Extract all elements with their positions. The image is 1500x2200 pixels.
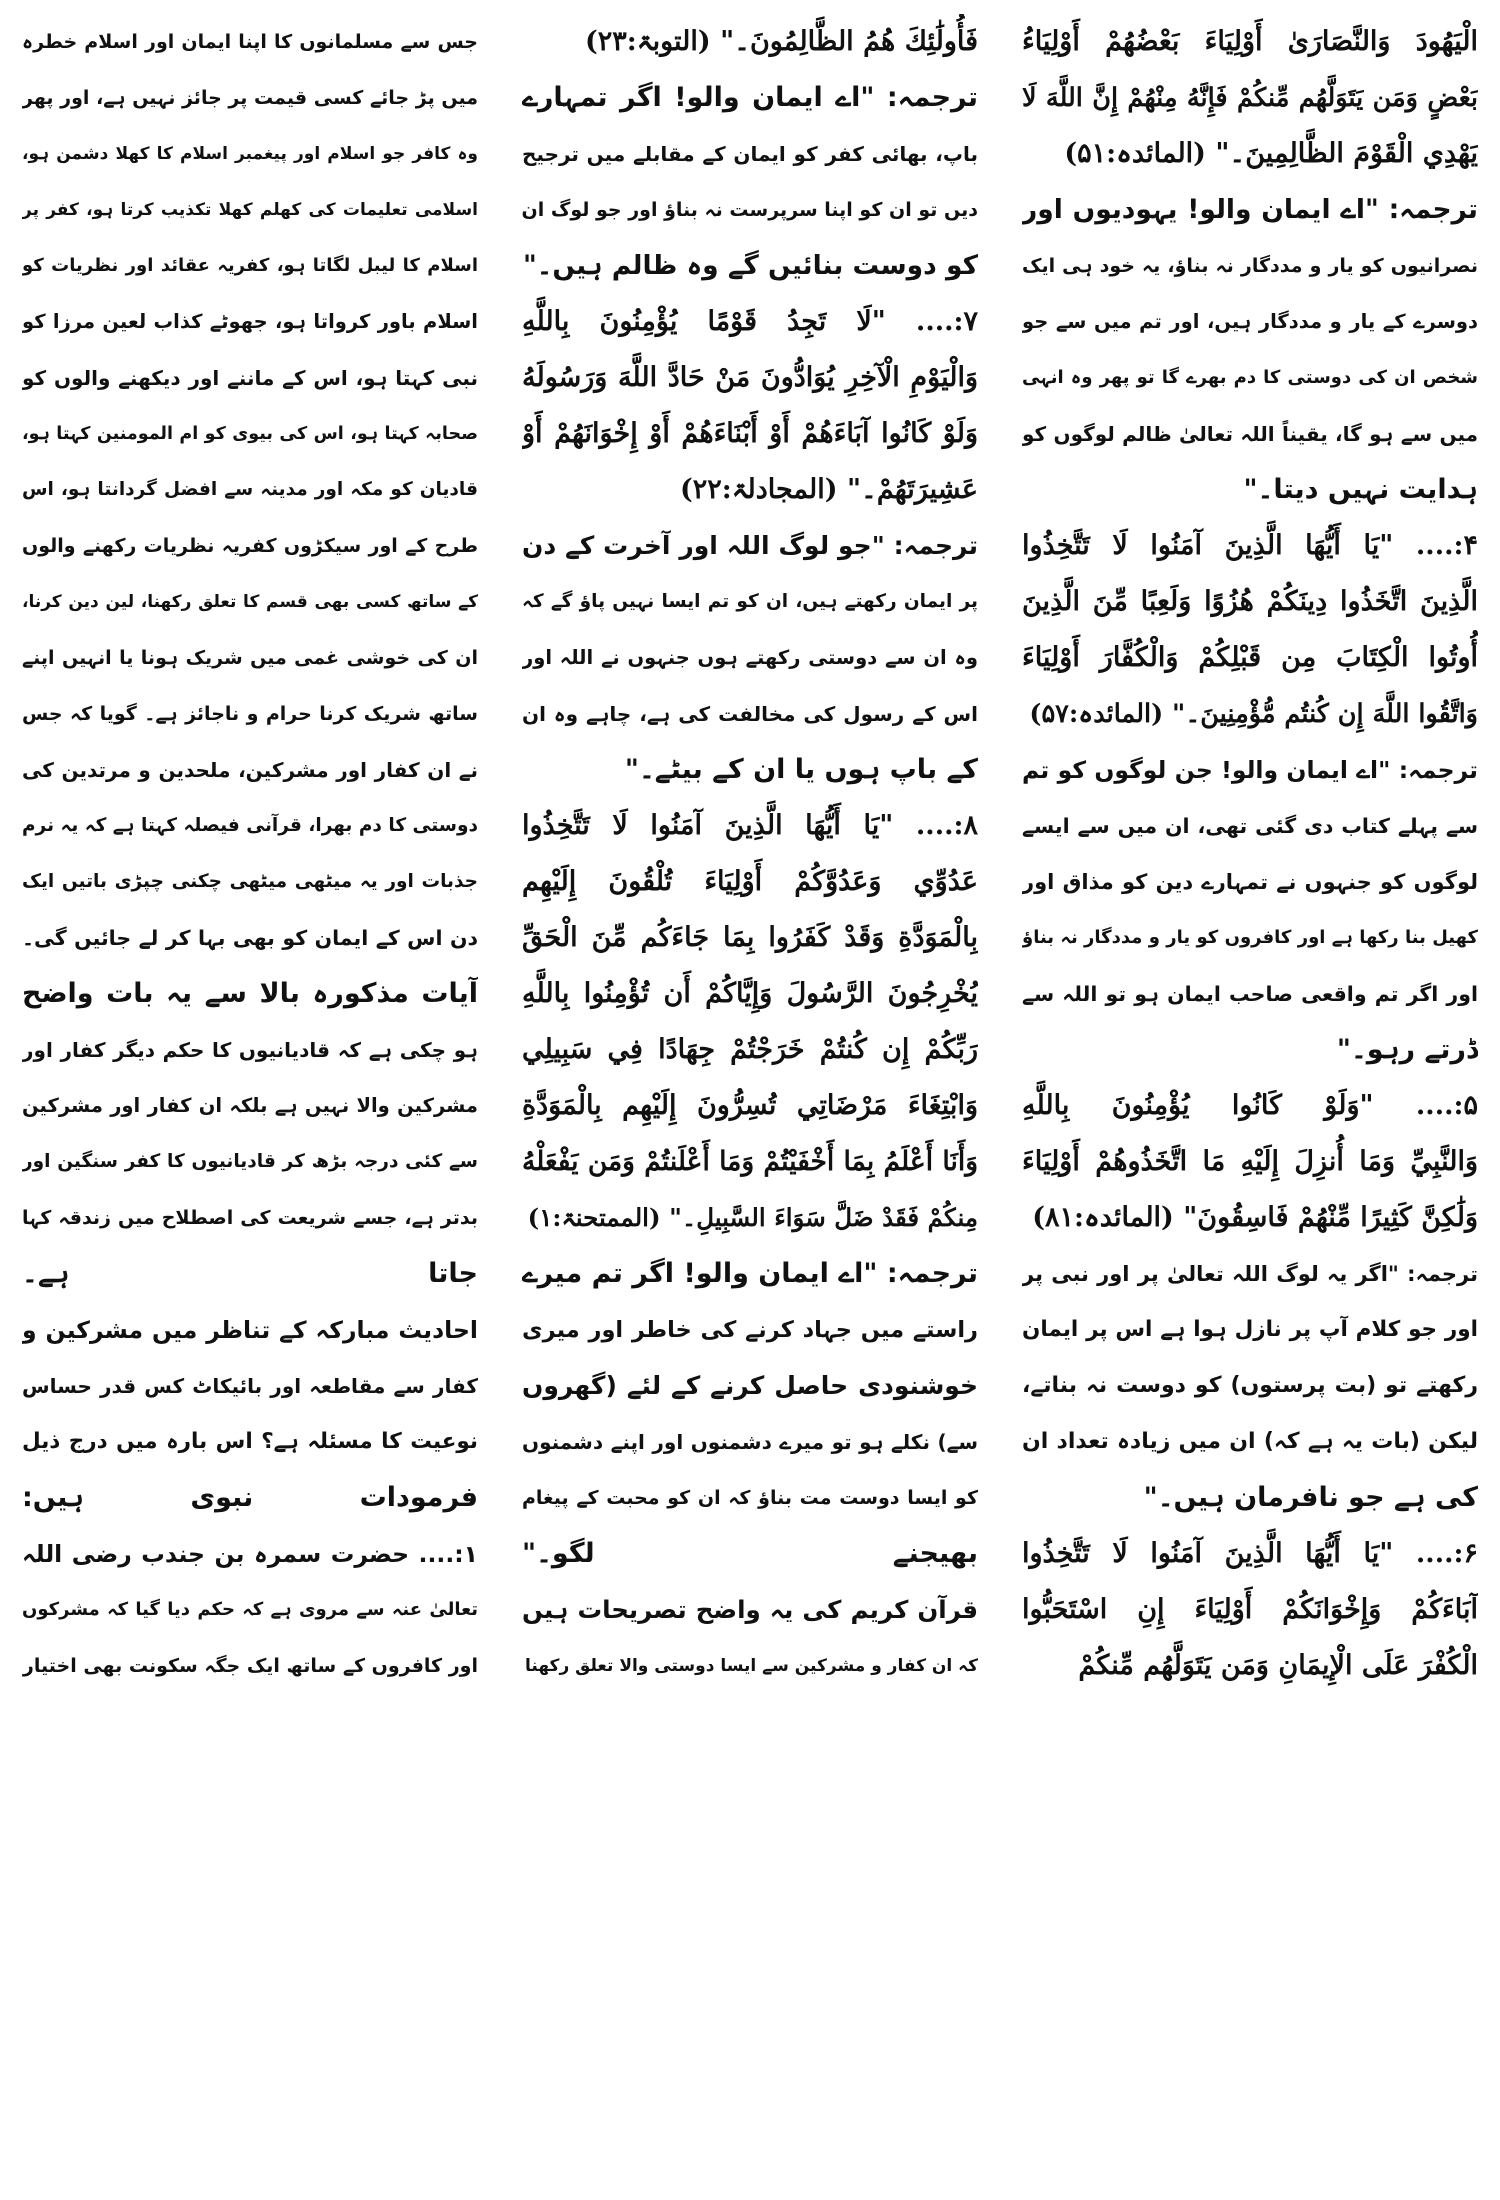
text-line: وَاتَّقُوا اللَّهَ إِن كُنتُم مُّؤْمِنِينَ۔" (المائدہ:۵۷) bbox=[1029, 699, 1478, 729]
text-line: ترجمہ: "اے ایمان والو! اگر تم میرے bbox=[522, 1258, 978, 1289]
text-line: وَالْيَوْمِ الْآخِرِ يُوَادُّونَ مَنْ حَادَّ اللَّهَ وَرَسُولَهُ bbox=[522, 362, 978, 393]
text-line: وَلَوْ كَانُوا آبَاءَهُمْ أَوْ أَبْنَاءَهُمْ أَوْ إِخْوَانَهُمْ أَوْ bbox=[522, 418, 978, 449]
text-line: کی ہے جو نافرمان ہیں۔" bbox=[1143, 1482, 1478, 1513]
text-line: تعالیٰ عنہ سے مروی ہے کہ حکم دیا گیا کہ مشرکوں bbox=[22, 1599, 478, 1620]
text-line: نصرانیوں کو یار و مددگار نہ بناؤ، یہ خود ہی ایک bbox=[1022, 255, 1478, 277]
text-line: الْكُفْرَ عَلَى الْإِيمَانِ وَمَن يَتَوَلَّهُم مِّنكُمْ bbox=[1078, 1650, 1478, 1681]
text-line: کو ایسا دوست مت بناؤ کہ ان کو محبت کے پیغام bbox=[522, 1487, 978, 1509]
text-line: کے ساتھ کسی بھی قسم کا تعلق رکھنا، لین دین کرنا، bbox=[22, 592, 478, 612]
arabic-verse-block bbox=[522, 798, 978, 1246]
text-line: شخص ان کی دوستی کا دم بھرے گا تو پھر وہ انہی bbox=[1022, 367, 1478, 388]
text-line: آیات مذکورہ بالا سے یہ بات واضح bbox=[22, 978, 478, 1009]
text-line: وہ ان سے دوستی رکھتے ہوں جنہوں نے اللہ اور bbox=[522, 646, 978, 669]
text-line: الَّذِينَ اتَّخَذُوا دِينَكُمْ هُزُوًا وَلَعِبًا مِّنَ الَّذِينَ bbox=[1022, 586, 1478, 617]
arabic-verse-block bbox=[1022, 518, 1478, 742]
text-line: بدتر ہے، جسے شریعت کی اصطلاح میں زندقہ کہا bbox=[22, 1207, 478, 1229]
text-line: لوگوں کو جنہوں نے تمہارے دین کو مذاق اور bbox=[1022, 870, 1478, 894]
text-line: عَشِيرَتَهُمْ۔" (المجادلۃ:۲۲) bbox=[679, 474, 978, 505]
text-line: قادیان کو مکہ اور مدینہ سے افضل گردانتا ہو، اس bbox=[22, 479, 478, 500]
text-line: يُخْرِجُونَ الرَّسُولَ وَإِيَّاكُمْ أَن تُؤْمِنُوا بِاللَّهِ bbox=[522, 978, 978, 1009]
text-line: ۵:.... "وَلَوْ كَانُوا يُؤْمِنُونَ بِاللَّهِ bbox=[1022, 1090, 1478, 1121]
urdu-text-block bbox=[522, 1246, 978, 1694]
text-line: جذبات اور یہ میٹھی میٹھی چکنی چپڑی باتیں ایک bbox=[22, 871, 478, 892]
text-line: کو دوست بنائیں گے وہ ظالم ہیں۔" bbox=[522, 250, 978, 281]
text-line: کے باپ ہوں یا ان کے بیٹے۔" bbox=[624, 754, 978, 785]
urdu-text-block bbox=[1022, 742, 1478, 1078]
text-line: اس کے رسول کی مخالفت کی ہے، چاہے وہ ان bbox=[522, 702, 978, 726]
text-line: رکھتے تو (بت پرستوں) کو دوست نہ بناتے، bbox=[1022, 1373, 1478, 1398]
text-line: وَالنَّبِيِّ وَمَا أُنزِلَ إِلَيْهِ مَا اتَّخَذُوهُمْ أَوْلِيَاءَ bbox=[1022, 1146, 1478, 1177]
text-line: رَبِّكُمْ إِن كُنتُمْ خَرَجْتُمْ جِهَادًا فِي سَبِيلِي bbox=[522, 1034, 978, 1065]
text-column-left bbox=[22, 14, 478, 2190]
text-line: ڈرتے رہو۔" bbox=[1336, 1034, 1478, 1065]
text-line: ہو چکی ہے کہ قادیانیوں کا حکم دیگر کفار اور bbox=[22, 1038, 478, 1062]
text-line: مشرکین والا نہیں ہے بلکہ ان کفار اور مشرکین bbox=[22, 1094, 478, 1117]
text-line: احادیث مبارکہ کے تناظر میں مشرکین و bbox=[22, 1316, 478, 1344]
text-line: أُوتُوا الْكِتَابَ مِن قَبْلِكُمْ وَالْكُفَّارَ أَوْلِيَاءَ bbox=[1022, 642, 1478, 673]
text-line: قرآن کریم کی یہ واضح تصریحات ہیں bbox=[522, 1595, 978, 1624]
urdu-text-block bbox=[522, 518, 978, 798]
text-line: وَابْتِغَاءَ مَرْضَاتِي تُسِرُّونَ إِلَيْهِم بِالْمَوَدَّةِ bbox=[522, 1090, 978, 1121]
text-line: ۱:.... حضرت سمرہ بن جندب رضی اللہ bbox=[22, 1540, 478, 1568]
text-line: وہ کافر جو اسلام اور پیغمبر اسلام کا کھلا دشمن ہو، bbox=[22, 144, 478, 164]
text-line: ۷:.... "لَا تَجِدُ قَوْمًا يُؤْمِنُونَ بِاللَّهِ bbox=[522, 306, 978, 337]
text-line: دوستی کا دم بھرا، قرآنی فیصلہ کہتا ہے کہ یہ نرم bbox=[22, 815, 478, 836]
text-line: ترجمہ: "جو لوگ اللہ اور آخرت کے دن bbox=[522, 531, 978, 560]
text-line: مِنكُمْ فَقَدْ ضَلَّ سَوَاءَ السَّبِيلِ۔" (الممتحنۃ:۱) bbox=[527, 1203, 978, 1232]
text-line: جس سے مسلمانوں کا اپنا ایمان اور اسلام خطرہ bbox=[22, 31, 478, 53]
arabic-verse-block bbox=[1022, 1526, 1478, 1694]
text-line: ترجمہ: "اے ایمان والو! اگر تمہارے bbox=[522, 82, 978, 113]
text-line: فرمودات نبوی ہیں: bbox=[22, 1482, 478, 1513]
text-column-right bbox=[1022, 14, 1478, 2190]
text-line: اسلام کا لیبل لگاتا ہو، کفریہ عقائد اور نظریات کو bbox=[22, 255, 478, 276]
text-line: وَأَنَا أَعْلَمُ بِمَا أَخْفَيْتُمْ وَمَا أَعْلَنتُمْ وَمَن يَفْعَلْهُ bbox=[522, 1146, 978, 1177]
urdu-text-block bbox=[522, 70, 978, 294]
text-line: اسلام باور کرواتا ہو، جھوٹے کذاب لعین مرزا کو bbox=[22, 310, 478, 333]
text-line: اور جو کلام آپ پر نازل ہوا ہے اس پر ایمان bbox=[1022, 1317, 1478, 1342]
urdu-text-block bbox=[1022, 182, 1478, 518]
text-line: نوعیت کا مسئلہ ہے؟ اس بارہ میں درج ذیل bbox=[22, 1429, 478, 1454]
text-line: پر ایمان رکھتے ہیں، ان کو تم ایسا نہیں پاؤ گے کہ bbox=[522, 591, 978, 612]
text-line: ترجمہ: "اے ایمان والو! یہودیوں اور bbox=[1022, 194, 1478, 225]
text-line: سے) نکلے ہو تو میرے دشمنوں اور اپنے دشمنوں bbox=[522, 1430, 978, 1454]
text-line: اسلامی تعلیمات کی کھلم کھلا تکذیب کرتا ہو، کفر پر bbox=[22, 200, 478, 220]
text-column-middle bbox=[522, 14, 978, 2190]
text-line: ترجمہ: "اے ایمان والو! جن لوگوں کو تم bbox=[1022, 756, 1478, 784]
text-line: اور کافروں کے ساتھ ایک جگہ سکونت بھی اختیار bbox=[22, 1655, 478, 1677]
text-line: آبَاءَكُمْ وَإِخْوَانَكُمْ أَوْلِيَاءَ إِنِ اسْتَحَبُّوا bbox=[1022, 1594, 1478, 1625]
text-line: راستے میں جہاد کرنے کی خاطر اور میری bbox=[522, 1317, 978, 1343]
text-line: فَأُولَٰئِكَ هُمُ الظَّالِمُونَ۔" (التوبۃ:۲۳) bbox=[584, 26, 978, 57]
text-line: دن اس کے ایمان کو بھی بہا کر لے جائیں گی۔ bbox=[22, 926, 478, 950]
urdu-text-block bbox=[1022, 1246, 1478, 1526]
arabic-verse-block bbox=[522, 294, 978, 518]
arabic-verse-block bbox=[522, 14, 978, 70]
text-line: وَلَٰكِنَّ كَثِيرًا مِّنْهُمْ فَاسِقُونَ" (المائدہ:۸۱) bbox=[1032, 1202, 1478, 1233]
text-line: طرح کے اور سیکڑوں کفریہ نظریات رکھنے والوں bbox=[22, 535, 478, 557]
text-line: لیکن (بات یہ ہے کہ) ان میں زیادہ تعداد ان bbox=[1022, 1429, 1478, 1454]
text-line: ۸:.... "يَا أَيُّهَا الَّذِينَ آمَنُوا لَا تَتَّخِذُوا bbox=[522, 810, 978, 841]
text-line: نے ان کفار اور مشرکین، ملحدین و مرتدین کی bbox=[22, 758, 478, 782]
text-line: ۶:.... "يَا أَيُّهَا الَّذِينَ آمَنُوا لَا تَتَّخِذُوا bbox=[1022, 1538, 1478, 1569]
text-line: دوسرے کے یار و مددگار ہیں، اور تم میں سے جو bbox=[1022, 310, 1478, 333]
text-line: اور اگر تم واقعی صاحب ایمان ہو تو اللہ سے bbox=[1022, 982, 1478, 1006]
text-line: نبی کہتا ہو، اس کے ماننے اور دیکھنے والوں کو bbox=[22, 366, 478, 390]
text-line: بِالْمَوَدَّةِ وَقَدْ كَفَرُوا بِمَا جَاءَكُم مِّنَ الْحَقِّ bbox=[522, 922, 978, 953]
text-line: میں پڑ جائے کسی قیمت پر جائز نہیں ہے، اور پھر bbox=[22, 87, 478, 109]
text-line: بھیجنے لگو۔" bbox=[522, 1538, 978, 1569]
text-line: سے کئی درجہ بڑھ کر قادیانیوں کا کفر سنگین اور bbox=[22, 1151, 478, 1172]
text-line: خوشنودی حاصل کرنے کے لئے (گھروں bbox=[522, 1371, 978, 1400]
text-line: ۴:.... "يَا أَيُّهَا الَّذِينَ آمَنُوا لَا تَتَّخِذُوا bbox=[1022, 530, 1478, 561]
text-line: ساتھ شریک کرنا حرام و ناجائز ہے۔ گویا کہ جس bbox=[22, 703, 478, 725]
text-line: کھیل بنا رکھا ہے اور کافروں کو یار و مددگار نہ بناؤ bbox=[1022, 927, 1478, 948]
text-line: سے پہلے کتاب دی گئی تھی، ان میں سے ایسے bbox=[1022, 814, 1478, 838]
text-line: جاتا ہے۔ bbox=[22, 1258, 478, 1289]
arabic-verse-block bbox=[1022, 14, 1478, 182]
text-line: ان کی خوشی غمی میں شریک ہونا یا انہیں اپنے bbox=[22, 647, 478, 669]
arabic-verse-block bbox=[1022, 1078, 1478, 1246]
text-line: کفار سے مقاطعہ اور بائیکاٹ کس قدر حساس bbox=[22, 1374, 478, 1398]
text-line: عَدُوِّي وَعَدُوَّكُمْ أَوْلِيَاءَ تُلْقُونَ إِلَيْهِم bbox=[522, 866, 978, 897]
text-line: بَعْضٍ وَمَن يَتَوَلَّهُم مِّنكُمْ فَإِنَّهُ مِنْهُمْ إِنَّ اللَّهَ لَا bbox=[1022, 83, 1478, 113]
urdu-text-block bbox=[22, 14, 478, 1694]
text-line: يَهْدِي الْقَوْمَ الظَّالِمِينَ۔" (المائدہ:۵۱) bbox=[1064, 138, 1478, 169]
text-line: باپ، بھائی کفر کو ایمان کے مقابلے میں ترجیح bbox=[522, 142, 978, 166]
text-line: الْيَهُودَ وَالنَّصَارَىٰ أَوْلِيَاءَ بَعْضُهُمْ أَوْلِيَاءُ bbox=[1022, 26, 1478, 57]
text-line: صحابہ کہتا ہو، اس کی بیوی کو ام المومنین کہتا ہو، bbox=[22, 424, 478, 444]
text-line: میں سے ہو گا، یقیناً اللہ تعالیٰ ظالم لوگوں کو bbox=[1022, 422, 1478, 446]
text-line: ہدایت نہیں دیتا۔" bbox=[1243, 474, 1478, 505]
text-line: کہ ان کفار و مشرکین سے ایسا دوستی والا تعلق رکھنا bbox=[525, 1656, 978, 1676]
text-line: ترجمہ: "اگر یہ لوگ اللہ تعالیٰ پر اور نبی پر bbox=[1022, 1262, 1478, 1286]
text-line: دیں تو ان کو اپنا سرپرست نہ بناؤ اور جو لوگ ان bbox=[522, 199, 978, 221]
